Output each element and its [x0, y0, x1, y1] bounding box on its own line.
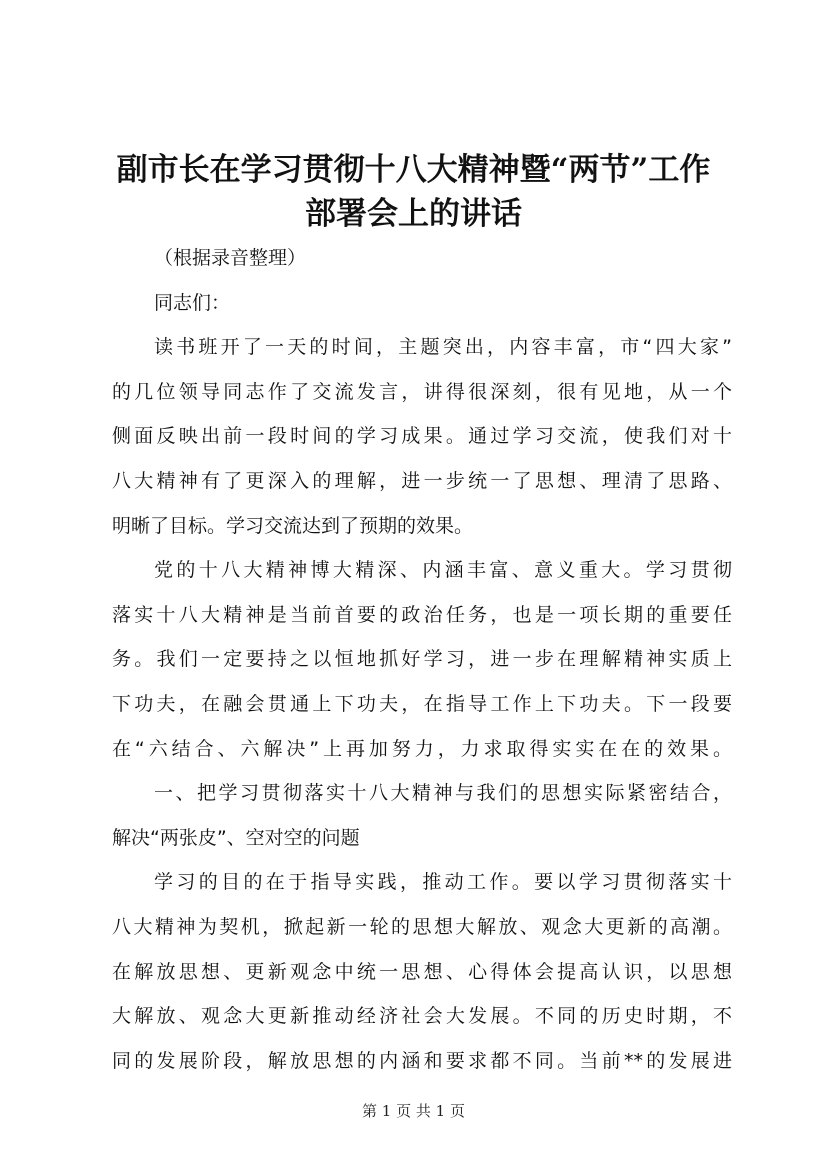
page-number-footer: 第 1 页 共 1 页: [362, 1102, 465, 1120]
paragraph-1-line: 读书班开了一天的时间，主题突出，内容丰富，市“四大家”: [154, 336, 732, 359]
paragraph-4-line: 同的发展阶段，解放思想的内涵和要求都不同。当前**的发展进: [112, 1049, 732, 1072]
paragraph-4-line: 学习的目的在于指导实践，推动工作。要以学习贯彻落实十: [154, 871, 732, 894]
paragraph-4-line: 八大精神为契机，掀起新一轮的思想大解放、观念大更新的高潮。: [112, 915, 732, 938]
paragraph-1-line: 的几位领导同志作了交流发言，讲得很深刻，很有见地，从一个: [112, 380, 732, 403]
section-heading-line: 一、把学习贯彻落实十八大精神与我们的思想实际紧密结合，: [154, 782, 732, 805]
paragraph-1-line: 侧面反映出前一段时间的学习成果。通过学习交流，使我们对十: [112, 425, 732, 448]
paragraph-2-line: 下功夫，在融会贯通上下功夫，在指导工作上下功夫。下一段要: [112, 692, 732, 715]
recording-note: （根据录音整理）: [154, 247, 307, 269]
document-body: [112, 236, 732, 1083]
paragraph-1-line: 八大精神有了更深入的理解，进一步统一了思想、理清了思路、: [112, 469, 732, 492]
title-line-1: 副市长在学习贯彻十八大精神暨“两节”工作: [116, 152, 711, 188]
section-heading-line: 解决“两张皮”、空对空的问题: [112, 826, 360, 849]
paragraph-4-line: 在解放思想、更新观念中统一思想、心得体会提高认识，以思想: [112, 960, 732, 983]
paragraph-2-line: 落实十八大精神是当前首要的政治任务，也是一项长期的重要任: [112, 603, 732, 626]
title-line-2: 部署会上的讲话: [305, 196, 522, 232]
paragraph-2-line: 务。我们一定要持之以恒地抓好学习，进一步在理解精神实质上: [112, 648, 732, 671]
paragraph-1-line: 明晰了目标。学习交流达到了预期的效果。: [112, 514, 474, 537]
paragraph-2-line: 在“六结合、六解决”上再加努力，力求取得实实在在的效果。: [112, 737, 732, 760]
document-title: [60, 148, 767, 236]
salutation: 同志们：: [154, 291, 231, 314]
paragraph-4-line: 大解放、观念大更新推动经济社会大发展。不同的历史时期，不: [112, 1005, 732, 1028]
paragraph-2-line: 党的十八大精神博大精深、内涵丰富、意义重大。学习贯彻: [154, 559, 732, 582]
